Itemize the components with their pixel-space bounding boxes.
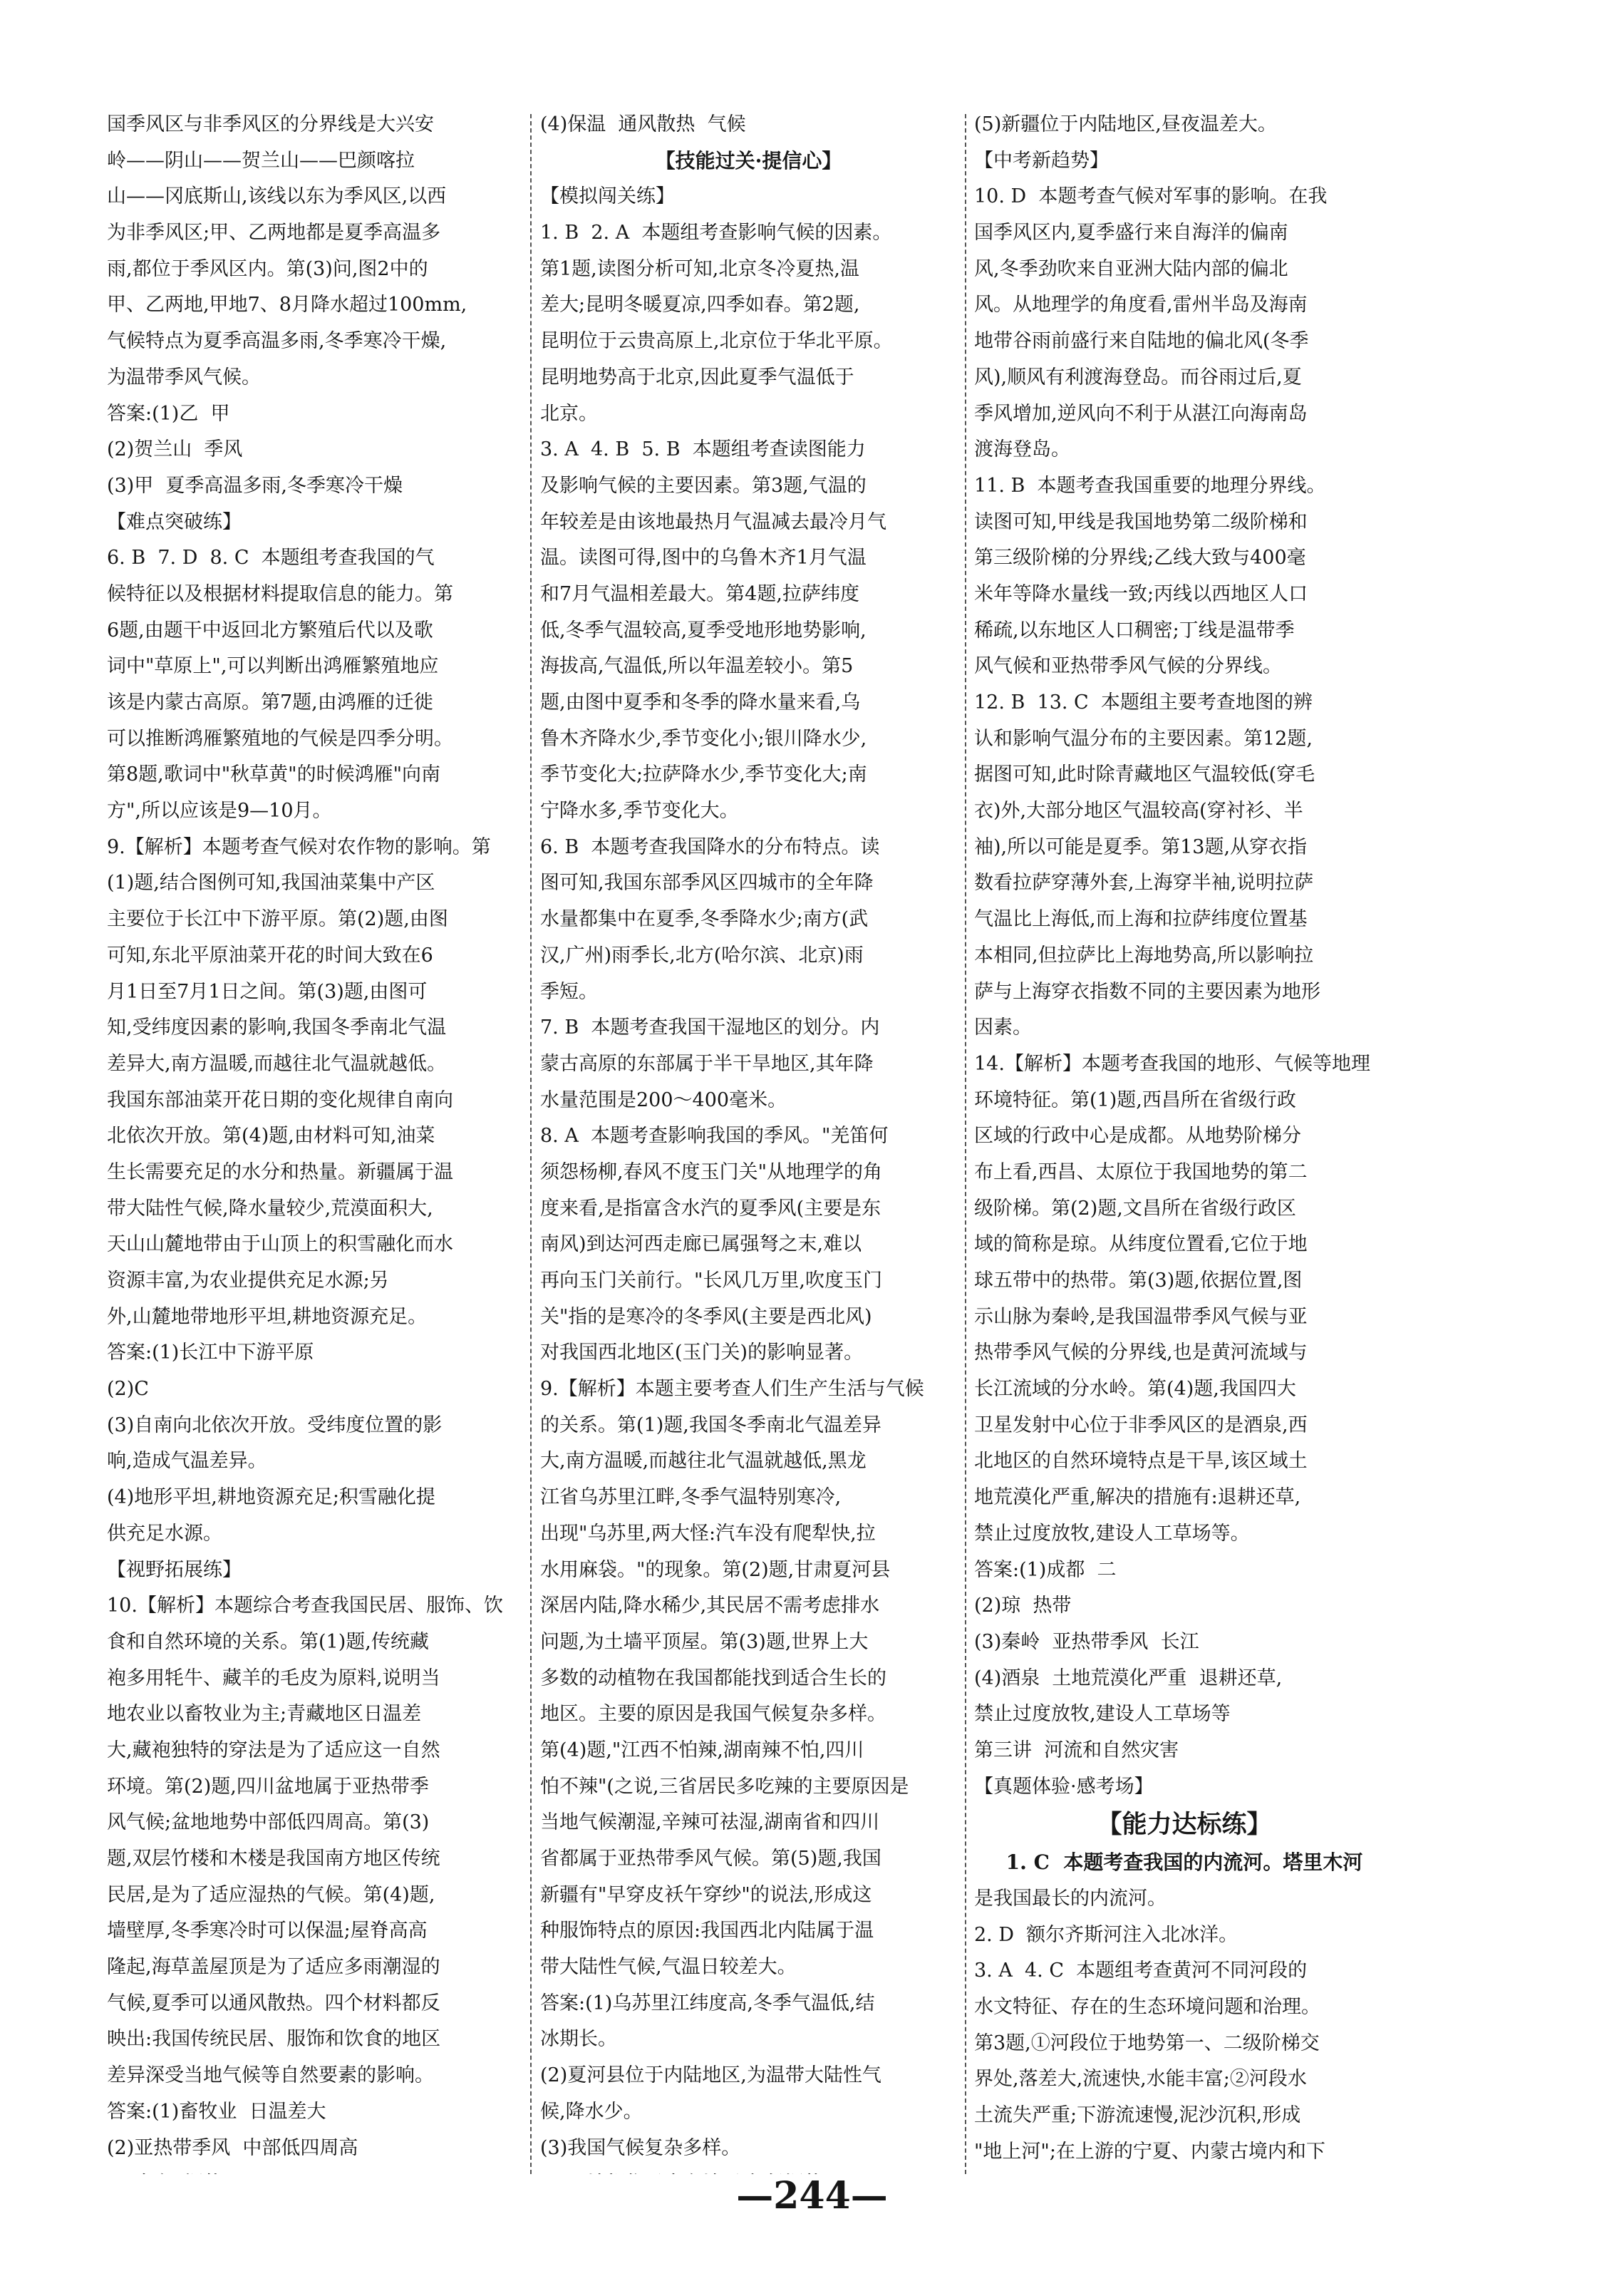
text-line: (4)地形平坦,耕地资源充足;积雪融化提	[107, 1486, 435, 1509]
text-line: 6. B 7. D 8. C 本题组考查我国的气	[107, 547, 435, 570]
text-line: 及影响气候的主要因素。第3题,气温的	[540, 474, 867, 497]
text-line: 冰期长。	[540, 2028, 617, 2051]
text-line: 须怨杨柳,春风不度玉门关"从地理学的角	[540, 1160, 883, 1183]
column-middle	[540, 107, 957, 2174]
column-right	[974, 107, 1395, 2174]
text-line: 6题,由题干中返回北方繁殖后代以及歌	[107, 619, 433, 642]
text-line: 衣)外,大部分地区气温较高(穿衬衫、半	[974, 800, 1303, 823]
text-line: 种服饰特点的原因:我国西北内陆属于温	[540, 1920, 874, 1942]
text-line: 2. D 额尔齐斯河注入北冰洋。	[974, 1923, 1238, 1946]
text-line: 北京。	[540, 402, 598, 425]
text-line: 怕不辣"(之说,三省居民多吃辣的主要原因是	[540, 1775, 909, 1798]
text-line: 差异深受当地气候等自然要素的影响。	[107, 2064, 434, 2087]
text-line: 11. B 本题考查我国重要的地理分界线。	[974, 474, 1326, 497]
text-line: 示山脉为秦岭,是我国温带季风气候与亚	[974, 1305, 1308, 1328]
text-line: 词中"草原上",可以判断出鸿雁繁殖地应	[107, 655, 439, 678]
text-line: 袍多用牦牛、藏羊的毛皮为原料,说明当	[107, 1667, 440, 1689]
text-line: 【中考新趋势】	[974, 149, 1109, 172]
text-line: 级阶梯。第(2)题,文昌所在省级行政区	[974, 1197, 1296, 1220]
text-line: 方",所以应该是9—10月。	[107, 800, 332, 823]
text-line: 大,藏袍独特的穿法是为了适应这一自然	[107, 1739, 440, 1761]
text-line: (3)自南向北依次开放。受纬度位置的影	[107, 1414, 443, 1436]
text-line: 水量都集中在夏季,冬季降水少;南方(武	[540, 908, 869, 931]
text-line: 域的简称是琼。从纬度位置看,它位于地	[974, 1233, 1308, 1256]
text-line: 隆起,海草盖屋顶是为了适应多雨潮湿的	[107, 1956, 440, 1979]
text-line: 北地区的自然环境特点是干旱,该区域土	[974, 1450, 1308, 1473]
text-line: 本相同,但拉萨比上海地势高,所以影响拉	[974, 944, 1314, 967]
text-line: 环境特征。第(1)题,西昌所在省级行政	[974, 1088, 1296, 1111]
text-line: 供充足水源。	[107, 1522, 222, 1545]
text-line: 鲁木齐降水少,季节变化小;银川降水少,	[540, 727, 867, 750]
text-line: 和7月气温相差最大。第4题,拉萨纬度	[540, 582, 859, 605]
text-line: 1. B 2. A 本题组考查影响气候的因素。	[540, 222, 892, 244]
text-line: 季节变化大;拉萨降水少,季节变化大;南	[540, 763, 867, 786]
text-line: 据图可知,此时除青藏地区气温较低(穿毛	[974, 763, 1315, 786]
text-line: 水量范围是200～400毫米。	[540, 1088, 787, 1111]
text-line: 气候,夏季可以通风散热。四个材料都反	[107, 1992, 440, 2014]
text-line: 墙壁厚,冬季寒冷时可以保温;屋脊高高	[107, 1920, 428, 1942]
text-line: (2)亚热带季风 中部低四周高	[107, 2136, 358, 2159]
text-line: 映出:我国传统民居、服饰和饮食的地区	[107, 2028, 441, 2051]
text-line: 布上看,西昌、太原位于我国地势的第二	[974, 1160, 1308, 1183]
text-line: 气候特点为夏季高温多雨,冬季寒冷干燥,	[107, 330, 447, 353]
text-line: 岭——阴山——贺兰山——巴颜喀拉	[107, 149, 415, 172]
text-line: 蒙古高原的东部属于半干旱地区,其年降	[540, 1052, 874, 1075]
text-line: 6. B 本题考查我国降水的分布特点。读	[540, 835, 880, 858]
text-line: 当地气候潮湿,辛辣可祛湿,湖南省和四川	[540, 1811, 880, 1834]
text-line: 可知,东北平原油菜开花的时间大致在6	[107, 944, 433, 967]
text-line: 北依次开放。第(4)题,由材料可知,油菜	[107, 1125, 435, 1148]
text-line: 昆明位于云贵高原上,北京位于华北平原。	[540, 330, 893, 353]
text-line: 第三级阶梯的分界线;乙线大致与400毫	[974, 547, 1306, 570]
text-line: 该是内蒙古高原。第7题,由鸿雁的迁徙	[107, 691, 433, 714]
text-line: 图可知,我国东部季风区四城市的全年降	[540, 872, 874, 895]
text-line: 12. B 13. C 本题组主要考查地图的辨	[974, 691, 1313, 714]
text-line: 国季风区内,夏季盛行来自海洋的偏南	[974, 222, 1288, 244]
text-line: 【难点突破练】	[107, 510, 242, 533]
text-line: 区域的行政中心是成都。从地势阶梯分	[974, 1125, 1301, 1148]
text-line: (3)我国气候复杂多样。	[540, 2136, 741, 2159]
text-line: 雨,都位于季风区内。第(3)问,图2中的	[107, 257, 428, 280]
text-line: 季风增加,逆风向不利于从湛江向海南岛	[974, 402, 1308, 425]
column-left	[107, 107, 524, 2174]
text-line: 出现"乌苏里,两大怪:汽车没有爬犁快,拉	[540, 1522, 876, 1545]
text-line: 水用麻袋。"的现象。第(2)题,甘肃夏河县	[540, 1558, 891, 1581]
page-number: —244—	[736, 2174, 888, 2218]
text-line: 度来看,是指富含水汽的夏季风(主要是东	[540, 1197, 881, 1220]
column-divider	[530, 114, 532, 2174]
text-line: 问题,为土墙平顶屋。第(3)题,世界上大	[540, 1630, 869, 1653]
text-line: 题,双层竹楼和木楼是我国南方地区传统	[107, 1848, 440, 1870]
text-line: 认和影响气温分布的主要因素。第12题,	[974, 727, 1313, 750]
text-line: 风),顺风有利渡海登岛。而谷雨过后,夏	[974, 366, 1302, 388]
text-line: 8. A 本题考查影响我国的季风。"羌笛何	[540, 1125, 889, 1148]
text-line: 热带季风气候的分界线,也是黄河流域与	[974, 1342, 1308, 1364]
text-line: 风气候;盆地地势中部低四周高。第(3)	[107, 1811, 430, 1834]
text-line: 候特征以及根据材料提取信息的能力。第	[107, 582, 453, 605]
text-line: 食和自然环境的关系。第(1)题,传统藏	[107, 1630, 429, 1653]
text-line: 差异大,南方温暖,而越往北气温就越低。	[107, 1052, 447, 1075]
text-line: 是我国最长的内流河。	[974, 1888, 1167, 1910]
text-line: 低,冬季气温较高,夏季受地形地势影响,	[540, 619, 867, 642]
text-line: 差大;昆明冬暖夏凉,四季如春。第2题,	[540, 294, 860, 316]
text-line: 题,由图中夏季和冬季的降水量来看,乌	[540, 691, 861, 714]
text-line: 9.【解析】本题考查气候对农作物的影响。第	[107, 835, 491, 858]
text-line: (1)题,结合图例可知,我国油菜集中产区	[107, 872, 435, 895]
text-line: 民居,是为了适应湿热的气候。第(4)题,	[107, 1883, 435, 1906]
text-line: 风气候和亚热带季风气候的分界线。	[974, 655, 1282, 678]
text-line: 为非季风区;甲、乙两地都是夏季高温多	[107, 222, 441, 244]
text-line: (2)琼 热带	[974, 1595, 1072, 1617]
text-line: 界处,落差大,流速快,水能丰富;②河段水	[974, 2068, 1307, 2091]
text-line: 甲、乙两地,甲地7、8月降水超过100mm,	[107, 294, 467, 316]
text-line: 关"指的是寒冷的冬季风(主要是西北风)	[540, 1305, 872, 1328]
text-line: 9.【解析】本题主要考查人们生产生活与气候	[540, 1378, 924, 1401]
text-line: (2)贺兰山 季风	[107, 438, 243, 461]
text-line: 答案:(1)成都 二	[974, 1558, 1117, 1581]
text-line: (5)新疆位于内陆地区,昼夜温差大。	[974, 113, 1277, 135]
text-line: 答案:(1)长江中下游平原	[107, 1342, 314, 1364]
text-line: 渡海登岛。	[974, 438, 1070, 461]
text-line: 答案:(1)乌苏里江纬度高,冬季气温低,结	[540, 1992, 875, 2014]
text-line: 第三讲 河流和自然灾害	[974, 1739, 1179, 1761]
text-line: 10.【解析】本题综合考查我国民居、服饰、饮	[107, 1595, 503, 1617]
text-line: 昆明地势高于北京,因此夏季气温低于	[540, 366, 854, 388]
text-line: 候,降水少。	[540, 2100, 643, 2123]
text-line: 我国东部油菜开花日期的变化规律自南向	[107, 1088, 453, 1111]
text-line: 国季风区与非季风区的分界线是大兴安	[107, 113, 434, 135]
section-banner: 【技能过关·提信心】	[655, 148, 842, 173]
text-line: 地农业以畜牧业为主;青藏地区日温差	[107, 1703, 422, 1726]
text-line: 风,冬季劲吹来自亚洲大陆内部的偏北	[974, 257, 1288, 280]
text-line: 答案:(1)乙 甲	[107, 402, 230, 425]
text-line: 大,南方温暖,而越往北气温就越低,黑龙	[540, 1450, 867, 1473]
text-line: 生长需要充足的水分和热量。新疆属于温	[107, 1160, 453, 1183]
text-line: 响,造成气温差异。	[107, 1450, 267, 1473]
text-line: 的关系。第(1)题,我国冬季南北气温差异	[540, 1414, 881, 1436]
text-line: 球五带中的热带。第(3)题,依据位置,图	[974, 1270, 1303, 1292]
text-line: 地荒漠化严重,解决的措施有:退耕还草,	[974, 1486, 1301, 1509]
text-line: 长江流域的分水岭。第(4)题,我国四大	[974, 1378, 1296, 1401]
text-line: 14.【解析】本题考查我国的地形、气候等地理	[974, 1052, 1370, 1075]
text-line: 数看拉萨穿薄外套,上海穿半袖,说明拉萨	[974, 872, 1314, 895]
text-line: 【真题体验·感考场】	[974, 1775, 1154, 1798]
text-line: 带大陆性气候,气温日较差大。	[540, 1956, 797, 1979]
text-line: 萨与上海穿衣指数不同的主要因素为地形	[974, 980, 1320, 1003]
text-line: (3)秦岭 亚热带季风 长江	[974, 1630, 1199, 1653]
text-line	[107, 2166, 524, 2174]
text-line: 外,山麓地带地形平坦,耕地资源充足。	[107, 1305, 428, 1328]
text-line: 【模拟闯关练】	[540, 185, 675, 208]
text-line: 再向玉门关前行。"长风几万里,吹度玉门	[540, 1270, 883, 1292]
text-line: 米年等降水量线一致;丙线以西地区人口	[974, 582, 1308, 605]
text-line: 【视野拓展练】	[107, 1558, 242, 1581]
text-line: 第(4)题,"江西不怕辣,湖南辣不怕,四川	[540, 1739, 864, 1761]
text-line: 多数的动植物在我国都能找到适合生长的	[540, 1667, 886, 1689]
text-line: 知,受纬度因素的影响,我国冬季南北气温	[107, 1016, 447, 1039]
text-line: 10. D 本题考查气候对军事的影响。在我	[974, 185, 1328, 208]
text-line: 禁止过度放牧,建设人工草场等	[974, 1703, 1231, 1726]
text-line: 卫星发射中心位于非季风区的是酒泉,西	[974, 1414, 1308, 1436]
text-line: 带大陆性气候,降水量较少,荒漠面积大,	[107, 1197, 433, 1220]
text-line: 深居内陆,降水稀少,其民居不需考虑排水	[540, 1595, 880, 1617]
text-line: 资源丰富,为农业提供充足水源;另	[107, 1270, 389, 1292]
text-line: 新疆有"早穿皮袄午穿纱"的说法,形成这	[540, 1883, 872, 1906]
text-line: 地区。主要的原因是我国气候复杂多样。	[540, 1703, 886, 1726]
text-line: 第8题,歌词中"秋草黄"的时候鸿雁"向南	[107, 763, 441, 786]
text-line: 月1日至7月1日之间。第(3)题,由图可	[107, 980, 428, 1003]
text-line: 为温带季风气候。	[107, 366, 261, 388]
text-line: 江省乌苏里江畔,冬季气温特别寒冷,	[540, 1486, 842, 1509]
text-line: 读图可知,甲线是我国地势第二级阶梯和	[974, 510, 1308, 533]
text-line: 主要位于长江中下游平原。第(2)题,由图	[107, 908, 448, 931]
text-line: 7. B 本题考查我国干湿地区的划分。内	[540, 1016, 880, 1039]
text-line: 因素。	[974, 1016, 1032, 1039]
text-line: 南风)到达河西走廊已属强弩之末,难以	[540, 1233, 862, 1256]
text-line: 宁降水多,季节变化大。	[540, 800, 739, 823]
section-title: 【能力达标练】	[1097, 1810, 1272, 1840]
text-line: 风。从地理学的角度看,雷州半岛及海南	[974, 294, 1308, 316]
column-divider	[965, 114, 966, 2174]
text-line: 稀疏,以东地区人口稠密;丁线是温带季	[974, 619, 1295, 642]
text-line: 天山山麓地带由于山顶上的积雪融化而水	[107, 1233, 453, 1256]
text-line: 3. A 4. C 本题组考查黄河不同河段的	[974, 1960, 1308, 1982]
text-line: 地带谷雨前盛行来自陆地的偏北风(冬季	[974, 330, 1309, 353]
text-line: 山——冈底斯山,该线以东为季风区,以西	[107, 185, 447, 208]
text-line: 汉,广州)雨季长,北方(哈尔滨、北京)雨	[540, 944, 864, 967]
text-line: 答案:(1)畜牧业 日温差大	[107, 2100, 326, 2123]
text-line: 3. A 4. B 5. B 本题组考查读图能力	[540, 438, 866, 461]
text-line: (2)夏河县位于内陆地区,为温带大陆性气	[540, 2064, 881, 2087]
text-line: 可以推断鸿雁繁殖地的气候是四季分明。	[107, 727, 453, 750]
text-line: 对我国西北地区(玉门关)的影响显著。	[540, 1342, 864, 1364]
text-line: 土流失严重;下游流速慢,泥沙沉积,形成	[974, 2104, 1301, 2127]
text-line: (4)酒泉 土地荒漠化严重 退耕还草,	[974, 1667, 1283, 1689]
text-line: 海拔高,气温低,所以年温差较小。第5	[540, 655, 854, 678]
text-line: 禁止过度放牧,建设人工草场等。	[974, 1522, 1250, 1545]
text-line: 第3题,①河段位于地势第一、二级阶梯交	[974, 2032, 1320, 2054]
section-banner: 1. C 本题考查我国的内流河。塔里木河	[1005, 1850, 1363, 1875]
text-line: 省都属于亚热带季风气候。第(5)题,我国	[540, 1848, 881, 1870]
text-line: (2)C	[107, 1378, 149, 1401]
text-line: "地上河";在上游的宁夏、内蒙古境内和下	[974, 2140, 1325, 2163]
text-line: 环境。第(2)题,四川盆地属于亚热带季	[107, 1775, 429, 1798]
text-line: (3)甲 夏季高温多雨,冬季寒冷干燥	[107, 474, 403, 497]
text-line: 年较差是由该地最热月气温减去最冷月气	[540, 510, 886, 533]
text-line: 第1题,读图分析可知,北京冬冷夏热,温	[540, 257, 859, 280]
text-line: 气温比上海低,而上海和拉萨纬度位置基	[974, 908, 1308, 931]
text-line: 温。读图可得,图中的乌鲁木齐1月气温	[540, 547, 867, 570]
text-line: (4)保温 通风散热 气候	[540, 113, 746, 135]
text-line: 水文特征、存在的生态环境问题和治理。	[974, 1996, 1320, 2019]
text-line	[540, 2166, 957, 2174]
text-line: 季短。	[540, 980, 598, 1003]
text-line: 袖),所以可能是夏季。第13题,从穿衣指	[974, 835, 1308, 858]
